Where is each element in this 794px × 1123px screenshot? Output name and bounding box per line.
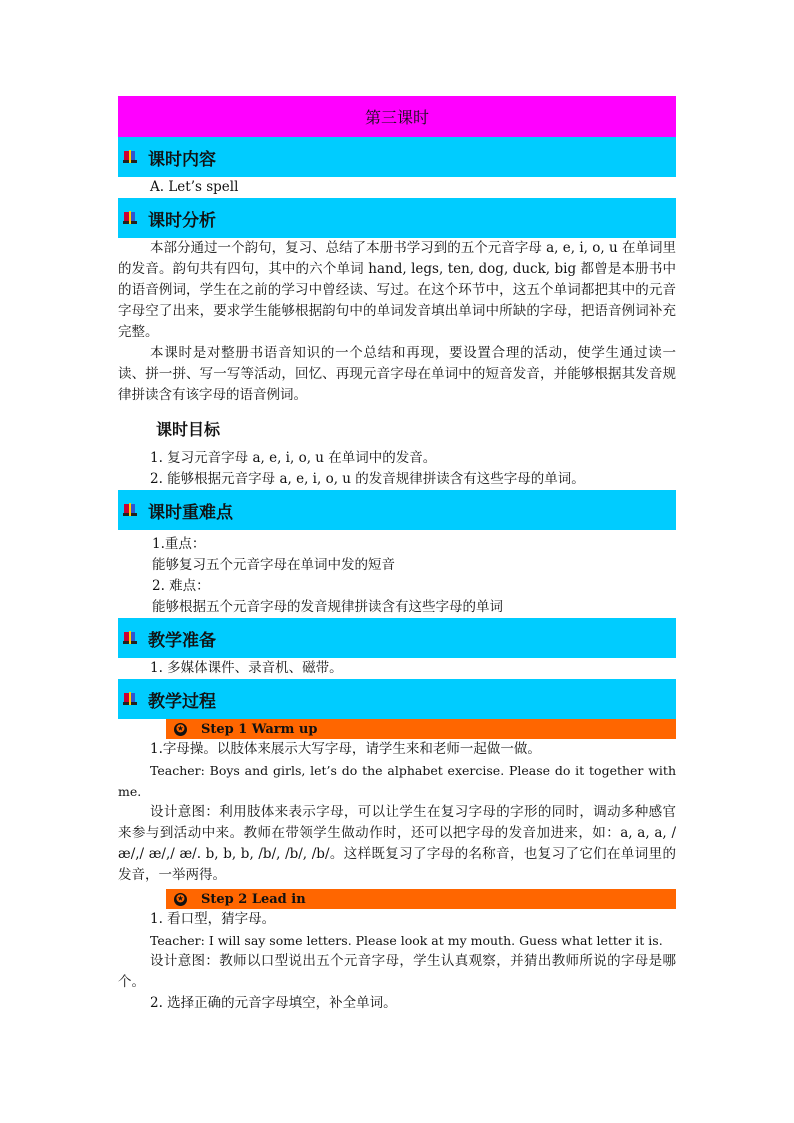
goal-item-1: 1. 复习元音字母 a, e, i, o, u 在单词中的发音。 [150,450,437,466]
key-label: 1.重点： [152,536,206,552]
section-prep-header [118,618,676,658]
step-2-line-1: 1. 看口型，猜字母。 [150,911,276,927]
step-1-teacher: Teacher: Boys and girls, let’s do the alphabet exercise. Please do it together with me. [118,763,676,799]
book-bullet-icon [122,691,138,707]
book-bullet-icon [122,630,138,646]
section-analysis-header [118,198,676,238]
difficulty-label: 2. 难点： [152,578,210,594]
section-keypoints-header [118,490,676,530]
analysis-paragraph-1: 本部分通过一个韵句，复习、总结了本册书学习到的五个元音字母 a, e, i, o, u 在单词里的发音。韵句共有四句，其中的六个单词 hand, legs, ten, dog, duck, big 都曾是本册书中的语音例词，学生在之前的学习中曾经读、写过。在这个环节中，这五个单词都把其中的元音字母空了出来，要求学生能够根据韵句中的单词发音填出单词中所缺的字母，把语音例词补充完整。 [118,240,676,340]
section-process-title: 教学过程 [148,691,216,712]
book-bullet-icon [122,502,138,518]
section-content-title: 课时内容 [148,149,216,170]
prep-item: 1. 多媒体课件、录音机、磁带。 [150,660,343,676]
star-bullet-icon: ✪ [174,893,187,906]
step-1-line-1: 1.字母操。以肢体来展示大写字母，请学生来和老师一起做一做。 [150,741,541,757]
analysis-paragraph-2: 本课时是对整册书语音知识的一个总结和再现，要设置合理的活动，使学生通过读一读、拼一拼、写一写等活动，回忆、再现元音字母在单词中的短音发音，并能够根据其发音规律拼读含有该字母的语音例词。 [118,345,676,403]
step-1-design: 设计意图：利用肢体来表示字母，可以让学生在复习字母的字形的同时，调动多种感官来参与到活动中来。教师在带领学生做动作时，还可以把字母的发音加进来，如：a, a, a, / æ/,/ æ/,/ æ/. b, b, b, /b/, /b/, /b/。这样既复习了字母的名称音，也复习了它们在单词里的发音，一举两得。 [118,804,676,883]
section-analysis-title: 课时分析 [148,210,216,231]
goal-item-2: 2. 能够根据元音字母 a, e, i, o, u 的发音规律拼读含有这些字母的单词。 [150,471,585,487]
content-item: A. Let’s spell [150,179,239,195]
lesson-title: 第三课时 [118,96,676,137]
section-goals-title: 课时目标 [156,420,221,439]
section-content-header [118,137,676,177]
step-1-label: Step 1 Warm up [201,721,318,737]
step-1-bar [166,719,676,739]
star-bullet-icon: ✪ [174,723,187,736]
lesson-page [118,96,676,1014]
book-bullet-icon [122,149,138,165]
step-2-teacher: Teacher: I will say some letters. Please look at my mouth. Guess what letter it is. [150,933,663,948]
step-2-line-2: 2. 选择正确的元音字母填空，补全单词。 [150,995,397,1011]
step-2-label: Step 2 Lead in [201,891,306,907]
book-bullet-icon [122,210,138,226]
section-prep-title: 教学准备 [148,630,216,651]
difficulty-text: 能够根据五个元音字母的发音规律拼读含有这些字母的单词 [152,599,503,615]
section-keypoints-title: 课时重难点 [148,502,233,523]
key-text: 能够复习五个元音字母在单词中发的短音 [152,557,395,573]
section-process-header [118,679,676,719]
step-2-design: 设计意图：教师以口型说出五个元音字母，学生认真观察，并猜出教师所说的字母是哪个。 [118,953,676,990]
step-2-bar [166,889,676,909]
